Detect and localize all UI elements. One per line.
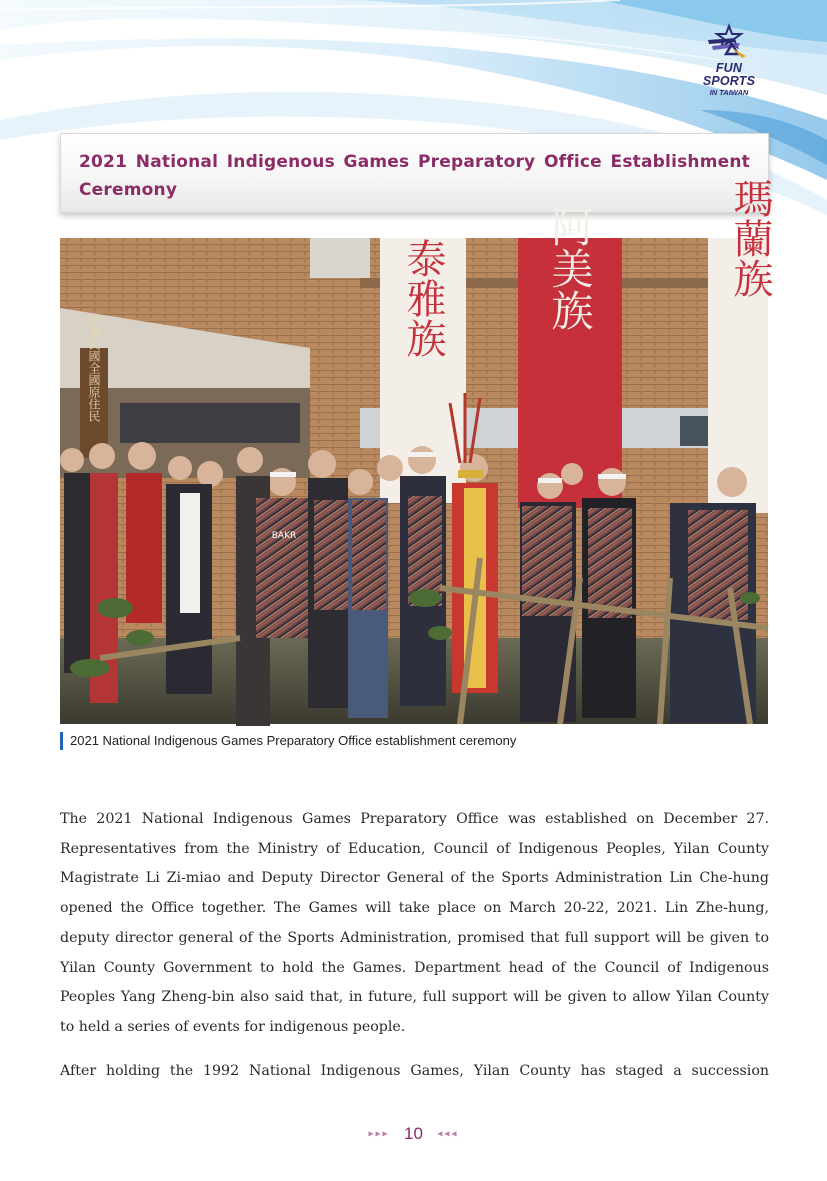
page-number: 10 (404, 1124, 423, 1143)
ceremony-photo-illustration (60, 178, 773, 724)
building-plaque-text: 中華民國全國原住民 (87, 314, 101, 422)
fun-sports-logo (689, 24, 769, 97)
fun-sports-emblem-icon (706, 24, 752, 60)
photo-caption: 2021 National Indigenous Games Preparatory Office establishment ceremony (60, 732, 516, 750)
paragraph-1: The 2021 National Indigenous Games Preparatory Office was established on December 27. Representatives from the Ministry of Education, Council of Indigenous Peoples, Yilan County Magistrate Li Zi-miao and Deputy Director General of the Sports Administration Lin Che-hung opened the Office together. The Games will take place on March 20-22, 2021. Lin Zhe-hung, deputy director general of the Sports Administration, promised that full support will be given to Yilan County Government to hold the Games. Department head of the Council of Indigenous Peoples Yang Zheng-bin also said that, in future, full support will be given to allow Yilan County to held a series of events for indigenous people. (60, 811, 769, 1035)
page-title: 2021 National Indigenous Games Preparatory Office Establishment Ceremony (79, 152, 750, 200)
ceremony-photo (60, 178, 773, 724)
banner-atayal-text: 泰雅族 (400, 238, 446, 358)
footer-left-arrows-icon: ▸▸▸ (368, 1128, 390, 1140)
logo-text-fun-sports: FUN SPORTS (702, 61, 756, 88)
footer-right-arrows-icon: ◂◂◂ (437, 1128, 459, 1140)
page-footer (0, 1124, 827, 1144)
shirt-lettering: BAKR (271, 531, 297, 541)
logo-text-in-taiwan: IN TAIWAN (709, 88, 749, 97)
title-box (60, 133, 769, 213)
article-body (60, 805, 769, 1100)
banner-amis-text: 阿美族 (545, 205, 595, 331)
banner-third-text: 瑪蘭族 (727, 178, 773, 298)
paragraph-2: After holding the 1992 National Indigenous Games, Yilan County has staged a succession (60, 1062, 769, 1079)
